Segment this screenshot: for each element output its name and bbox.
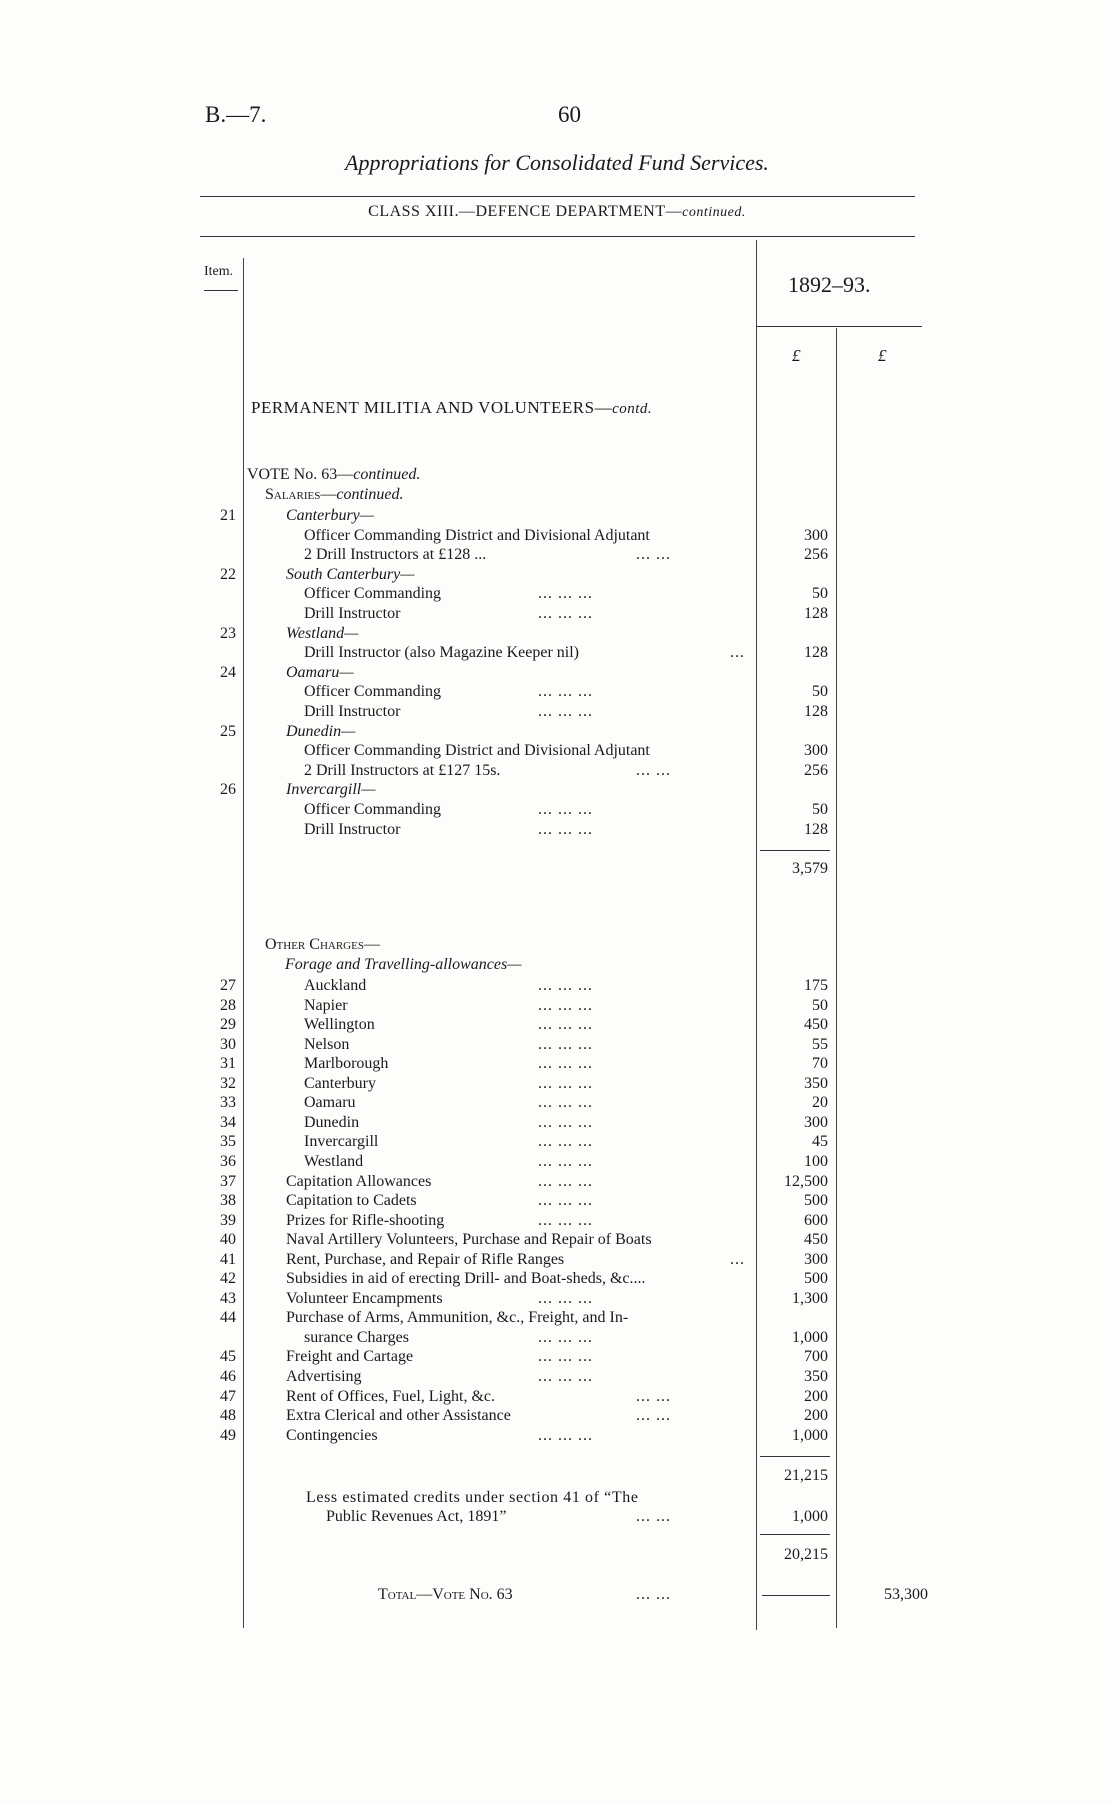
salary-amount: 128 bbox=[804, 605, 828, 622]
charge-amount: 300 bbox=[804, 1250, 828, 1268]
charge-row bbox=[0, 1015, 1114, 1035]
charge-description: Freight and Cartage bbox=[286, 1348, 414, 1366]
item-number: 49 bbox=[220, 1426, 236, 1444]
salaries-total-row bbox=[0, 859, 1114, 879]
charge-row bbox=[0, 1308, 1114, 1328]
salary-row bbox=[0, 761, 1114, 781]
charge-amount: 1,000 bbox=[792, 1426, 828, 1444]
charge-amount: 12,500 bbox=[784, 1172, 828, 1190]
vote-total-row: Total—Vote No. 63 ... ... 53,300 bbox=[378, 1586, 928, 1603]
charge-amount: 100 bbox=[804, 1152, 828, 1170]
item-number: 48 bbox=[220, 1407, 236, 1425]
less-credits-line1: Less estimated credits under section 41 of “The bbox=[306, 1489, 639, 1506]
leader-dots: ... ... ... bbox=[538, 605, 593, 622]
charge-row bbox=[0, 1406, 1114, 1426]
charge-row bbox=[0, 1347, 1114, 1367]
item-number: 31 bbox=[220, 1055, 236, 1073]
salary-amount: 50 bbox=[812, 683, 828, 701]
salary-row bbox=[0, 722, 1114, 742]
other-charges-heading: Other Charges— bbox=[265, 936, 380, 953]
class-heading: CLASS XIII.—DEFENCE DEPARTMENT—continued. bbox=[368, 203, 746, 220]
charge-row bbox=[0, 1426, 1114, 1446]
item-number: 35 bbox=[220, 1133, 236, 1151]
leader-dots: ... ... ... bbox=[538, 1426, 593, 1444]
charge-description: Extra Clerical and other Assistance bbox=[286, 1407, 511, 1425]
charge-description: Prizes for Rifle-shooting bbox=[286, 1211, 445, 1229]
item-number: 38 bbox=[220, 1192, 236, 1210]
leader-dots: ... ... ... bbox=[538, 1368, 593, 1385]
leader-dots: ... ... ... bbox=[538, 1016, 593, 1034]
leader-dots: ... ... ... bbox=[538, 1094, 593, 1112]
charge-amount: 50 bbox=[812, 996, 828, 1014]
charge-row bbox=[0, 1113, 1114, 1133]
leader-dots: ... ... ... bbox=[538, 1211, 593, 1229]
leader-dots: ... ... bbox=[636, 546, 671, 564]
charge-description: Oamaru bbox=[304, 1094, 356, 1112]
pound-sign-col2: £ bbox=[878, 346, 887, 365]
other-net-total: 20,215 bbox=[784, 1546, 828, 1563]
leader-dots: ... ... ... bbox=[538, 1348, 593, 1366]
leader-dots: ... ... ... bbox=[538, 1289, 593, 1307]
charge-amount: 350 bbox=[804, 1368, 828, 1385]
charge-amount: 700 bbox=[804, 1348, 828, 1366]
charge-row bbox=[0, 1093, 1114, 1113]
pound-sign-col1: £ bbox=[792, 346, 801, 365]
less-credits-amount: 1,000 bbox=[792, 1508, 828, 1525]
charge-amount: 350 bbox=[804, 1074, 828, 1092]
charge-amount: 1,300 bbox=[792, 1289, 828, 1307]
charge-description: Naval Artillery Volunteers, Purchase and Repair of Boats bbox=[286, 1231, 652, 1249]
salary-row bbox=[0, 682, 1114, 702]
charge-description: Westland bbox=[304, 1152, 364, 1170]
salary-row bbox=[0, 702, 1114, 722]
charge-row bbox=[0, 1328, 1114, 1348]
charge-row bbox=[0, 1387, 1114, 1407]
year-rule bbox=[756, 326, 922, 327]
salary-description: Officer Commanding bbox=[304, 683, 442, 701]
charge-amount: 600 bbox=[804, 1211, 828, 1229]
salary-amount: 50 bbox=[812, 585, 828, 603]
charge-amount: 20 bbox=[812, 1094, 828, 1112]
leader-dots: ... ... ... bbox=[538, 820, 593, 838]
item-number: 42 bbox=[220, 1270, 236, 1288]
charge-row bbox=[0, 1230, 1114, 1250]
salary-row bbox=[0, 780, 1114, 800]
charge-description: Rent of Offices, Fuel, Light, &c. bbox=[286, 1387, 495, 1405]
item-number: 30 bbox=[220, 1035, 236, 1053]
item-number: 44 bbox=[220, 1309, 236, 1327]
other-subtotal: 21,215 bbox=[784, 1467, 828, 1484]
salaries-heading: Salaries—continued. bbox=[265, 486, 404, 503]
charge-row bbox=[0, 1132, 1114, 1152]
charge-amount: 500 bbox=[804, 1270, 828, 1288]
salary-description: Officer Commanding District and Divisional Adjutant bbox=[304, 742, 650, 760]
salary-row bbox=[0, 506, 1114, 526]
salary-amount: 128 bbox=[804, 703, 828, 720]
salary-description: Officer Commanding bbox=[304, 585, 442, 603]
salary-amount: 256 bbox=[804, 546, 828, 564]
charge-description: Auckland bbox=[304, 977, 367, 994]
title-rule bbox=[200, 196, 915, 197]
item-number: 32 bbox=[220, 1074, 236, 1092]
charge-amount: 300 bbox=[804, 1113, 828, 1131]
salary-row bbox=[0, 663, 1114, 683]
item-number: 46 bbox=[220, 1368, 236, 1385]
item-number: 34 bbox=[220, 1113, 236, 1131]
other-subtotal-rule bbox=[760, 1456, 830, 1457]
leader-dots: ... ... ... bbox=[538, 1113, 593, 1131]
district-heading: South Canterbury— bbox=[286, 565, 415, 583]
salary-amount: 256 bbox=[804, 761, 828, 779]
less-credits-row-2: Public Revenues Act, 1891” ... ... 1,000 bbox=[326, 1508, 828, 1525]
salary-amount: 50 bbox=[812, 801, 828, 818]
leader-dots: ... ... ... bbox=[538, 996, 593, 1014]
item-number: 22 bbox=[220, 565, 236, 583]
item-number: 33 bbox=[220, 1094, 236, 1112]
district-heading: Oamaru— bbox=[286, 663, 354, 681]
leader-dots: ... ... ... bbox=[538, 1328, 593, 1346]
district-heading: Canterbury— bbox=[286, 507, 374, 524]
charge-description: Advertising bbox=[286, 1368, 362, 1385]
leader-dots: ... ... ... bbox=[538, 1133, 593, 1151]
charge-description: Purchase of Arms, Ammunition, &c., Freight, and In- bbox=[286, 1309, 629, 1327]
leader-dots: ... bbox=[730, 644, 745, 662]
charge-row bbox=[0, 1191, 1114, 1211]
charge-amount: 450 bbox=[804, 1231, 828, 1249]
charge-description: surance Charges bbox=[304, 1328, 409, 1346]
charge-amount: 450 bbox=[804, 1016, 828, 1034]
salary-row bbox=[0, 584, 1114, 604]
charge-row bbox=[0, 1054, 1114, 1074]
document-code: B.—7. bbox=[205, 102, 267, 127]
leader-dots: ... ... ... bbox=[538, 801, 593, 818]
leader-dots: ... ... ... bbox=[538, 703, 593, 720]
salary-row bbox=[0, 643, 1114, 663]
salary-amount: 128 bbox=[804, 644, 828, 662]
charge-amount: 55 bbox=[812, 1035, 828, 1053]
other-net-rule bbox=[760, 1534, 830, 1535]
charge-row bbox=[0, 1152, 1114, 1172]
leader-dots: ... ... bbox=[636, 1407, 671, 1425]
other-subtotal-row bbox=[0, 1466, 1114, 1486]
charge-description: Nelson bbox=[304, 1035, 350, 1053]
item-number: 24 bbox=[220, 663, 236, 681]
charge-description: Canterbury bbox=[304, 1074, 376, 1092]
salary-description: 2 Drill Instructors at £127 15s. bbox=[304, 761, 501, 779]
salary-description: Drill Instructor bbox=[304, 605, 401, 622]
charge-amount: 70 bbox=[812, 1055, 828, 1073]
charge-row bbox=[0, 1269, 1114, 1289]
charge-row bbox=[0, 1074, 1114, 1094]
less-credits-row-1 bbox=[0, 1488, 1114, 1508]
leader-dots: ... ... ... bbox=[538, 977, 593, 994]
item-number: 21 bbox=[220, 507, 236, 524]
district-heading: Westland— bbox=[286, 624, 359, 642]
total-dash-rule bbox=[762, 1595, 830, 1596]
vote-heading: VOTE No. 63—continued. bbox=[247, 466, 421, 483]
charge-description: Invercargill bbox=[304, 1133, 379, 1151]
salary-description: 2 Drill Instructors at £128 ... bbox=[304, 546, 487, 564]
charge-row bbox=[0, 1035, 1114, 1055]
leader-dots: ... bbox=[730, 1250, 745, 1268]
salary-row bbox=[0, 624, 1114, 644]
charge-amount: 200 bbox=[804, 1407, 828, 1425]
charge-amount: 500 bbox=[804, 1192, 828, 1210]
item-number: 26 bbox=[220, 781, 236, 799]
charge-description: Marlborough bbox=[304, 1055, 389, 1073]
salary-row bbox=[0, 800, 1114, 820]
charge-description: Dunedin bbox=[304, 1113, 360, 1131]
charge-amount: 200 bbox=[804, 1387, 828, 1405]
item-number: 43 bbox=[220, 1289, 236, 1307]
salaries-total: 3,579 bbox=[792, 860, 828, 877]
other-net-row bbox=[0, 1545, 1114, 1565]
charge-amount: 45 bbox=[812, 1133, 828, 1151]
item-number: 29 bbox=[220, 1016, 236, 1034]
charge-description: Napier bbox=[304, 996, 348, 1014]
salary-description: Officer Commanding District and Divisional Adjutant bbox=[304, 526, 650, 544]
item-number: 25 bbox=[220, 722, 236, 740]
salary-amount: 300 bbox=[804, 526, 828, 544]
charge-amount: 175 bbox=[804, 977, 828, 994]
salary-row bbox=[0, 604, 1114, 624]
item-number: 36 bbox=[220, 1152, 236, 1170]
salary-row bbox=[0, 820, 1114, 840]
vote-total-label: Total—Vote No. 63 bbox=[378, 1586, 513, 1603]
table-top-rule bbox=[200, 236, 915, 237]
charge-description: Subsidies in aid of erecting Drill- and Boat-sheds, &c.... bbox=[286, 1270, 646, 1288]
charge-description: Wellington bbox=[304, 1016, 375, 1034]
salaries-total-rule bbox=[760, 850, 830, 851]
charge-row bbox=[0, 1211, 1114, 1231]
charge-row bbox=[0, 1172, 1114, 1192]
salary-amount: 300 bbox=[804, 742, 828, 760]
less-credits-line2: Public Revenues Act, 1891” bbox=[326, 1508, 507, 1525]
forage-heading: Forage and Travelling-allowances— bbox=[285, 956, 522, 973]
leader-dots: ... ... ... bbox=[538, 1035, 593, 1053]
leader-dots: ... ... bbox=[636, 1387, 671, 1405]
item-number: 27 bbox=[220, 977, 236, 994]
salary-description: Drill Instructor bbox=[304, 703, 401, 720]
salary-row bbox=[0, 545, 1114, 565]
item-number: 40 bbox=[220, 1231, 236, 1249]
item-number: 23 bbox=[220, 624, 236, 642]
item-number: 37 bbox=[220, 1172, 236, 1190]
charge-description: Volunteer Encampments bbox=[286, 1289, 443, 1307]
item-column-header: Item. bbox=[204, 264, 234, 279]
year-header: 1892–93. bbox=[788, 272, 871, 297]
leader-dots: ... ... ... bbox=[538, 1152, 593, 1170]
item-number: 28 bbox=[220, 996, 236, 1014]
leader-dots: ... ... ... bbox=[538, 1055, 593, 1073]
charge-amount: 1,000 bbox=[792, 1328, 828, 1346]
item-number: 39 bbox=[220, 1211, 236, 1229]
district-heading: Dunedin— bbox=[286, 722, 356, 740]
charge-row bbox=[0, 1367, 1114, 1387]
leader-dots: ... ... ... bbox=[538, 1192, 593, 1210]
charge-description: Capitation Allowances bbox=[286, 1172, 432, 1190]
page-number: 60 bbox=[558, 102, 581, 127]
charge-description: Rent, Purchase, and Repair of Rifle Ranges bbox=[286, 1250, 565, 1268]
page-title: Appropriations for Consolidated Fund Services. bbox=[345, 150, 769, 175]
salary-row bbox=[0, 741, 1114, 761]
charge-description: Capitation to Cadets bbox=[286, 1192, 417, 1210]
salary-description: Drill Instructor (also Magazine Keeper nil) bbox=[304, 644, 580, 662]
leader-dots: ... ... ... bbox=[538, 683, 593, 701]
leader-dots: ... ... bbox=[636, 761, 671, 779]
charge-description: Contingencies bbox=[286, 1426, 378, 1444]
salary-amount: 128 bbox=[804, 820, 828, 838]
vote-total-amount: 53,300 bbox=[884, 1586, 928, 1603]
leader-dots: ... ... ... bbox=[538, 1172, 593, 1190]
salary-row bbox=[0, 526, 1114, 546]
salary-row bbox=[0, 565, 1114, 585]
leader-dots: ... ... ... bbox=[538, 1074, 593, 1092]
charge-row bbox=[0, 976, 1114, 996]
charge-row bbox=[0, 1250, 1114, 1270]
salary-description: Drill Instructor bbox=[304, 820, 401, 838]
leader-dots: ... ... ... bbox=[538, 585, 593, 603]
item-number: 45 bbox=[220, 1348, 236, 1366]
section-title: PERMANENT MILITIA AND VOLUNTEERS—contd. bbox=[251, 398, 653, 417]
item-number: 41 bbox=[220, 1250, 236, 1268]
district-heading: Invercargill— bbox=[286, 781, 376, 799]
charge-row bbox=[0, 1289, 1114, 1309]
item-underline bbox=[204, 290, 238, 291]
charge-row bbox=[0, 996, 1114, 1016]
salary-description: Officer Commanding bbox=[304, 801, 442, 818]
item-number: 47 bbox=[220, 1387, 236, 1405]
